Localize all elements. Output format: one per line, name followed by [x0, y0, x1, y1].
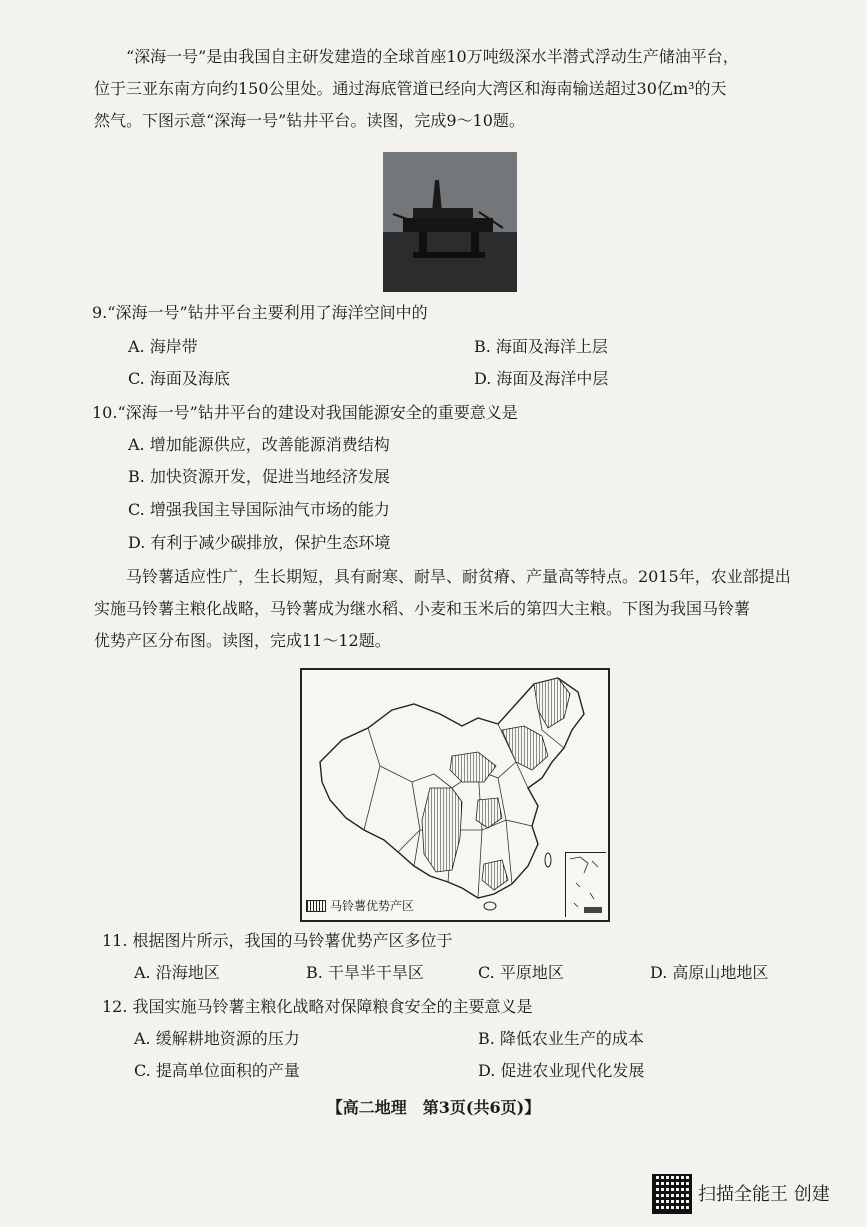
intro2-line2: 实施马铃薯主粮化战略，马铃薯成为继水稻、小麦和玉米后的第四大主粮。下图为我国马铃薯	[94, 599, 751, 618]
q11-option-b: B. 干旱半干旱区	[306, 963, 424, 982]
q12-option-c: C. 提高单位面积的产量	[134, 1061, 300, 1080]
qr-code-icon	[652, 1174, 692, 1214]
q12-option-d: D. 促进农业现代化发展	[478, 1061, 645, 1080]
intro1-line2: 位于三亚东南方向约150公里处。通过海底管道已经向大湾区和海南输送超过30亿m³的天	[94, 79, 727, 98]
q10-option-a: A. 增加能源供应，改善能源消费结构	[128, 435, 390, 454]
china-outline-map	[302, 670, 608, 920]
q11-option-c: C. 平原地区	[478, 963, 564, 982]
q12-option-a: A. 缓解耕地资源的压力	[134, 1029, 300, 1048]
intro1-line1: “深海一号”是由我国自主研发建造的全球首座10万吨级深水半潜式浮动生产储油平台，	[126, 47, 739, 66]
q10-option-d: D. 有利于减少碳排放，保护生态环境	[128, 533, 391, 552]
drilling-platform-photo	[383, 152, 517, 292]
q10-stem: 10.“深海一号”钻井平台的建设对我国能源安全的重要意义是	[92, 403, 518, 422]
intro2-line3: 优势产区分布图。读图，完成11～12题。	[94, 631, 391, 650]
scanner-watermark: 扫描全能王 创建	[698, 1184, 830, 1205]
q10-option-c: C. 增强我国主导国际油气市场的能力	[128, 500, 390, 519]
potato-region-map	[300, 668, 610, 922]
intro1-line3: 然气。下图示意“深海一号”钻井平台。读图，完成9～10题。	[94, 111, 525, 130]
legend-label: 马铃薯优势产区	[330, 899, 415, 913]
map-legend	[306, 898, 414, 914]
platform-illustration	[383, 152, 517, 292]
q11-stem: 11. 根据图片所示，我国的马铃薯优势产区多位于	[102, 931, 453, 950]
inset-map	[566, 853, 606, 917]
q11-option-d: D. 高原山地地区	[650, 963, 769, 982]
q9-option-b: B. 海面及海洋上层	[474, 337, 608, 356]
page-footer: 【高二地理 第3页(共6页)】	[326, 1098, 541, 1117]
q12-stem: 12. 我国实施马铃薯主粮化战略对保障粮食安全的主要意义是	[102, 997, 533, 1016]
south-china-sea-inset	[565, 852, 606, 917]
q9-option-d: D. 海面及海洋中层	[474, 369, 609, 388]
legend-hatch-swatch	[306, 900, 326, 912]
q9-option-c: C. 海面及海底	[128, 369, 230, 388]
q10-option-b: B. 加快资源开发，促进当地经济发展	[128, 467, 390, 486]
q9-stem: 9.“深海一号”钻井平台主要利用了海洋空间中的	[92, 303, 428, 322]
q11-option-a: A. 沿海地区	[134, 963, 220, 982]
q9-option-a: A. 海岸带	[128, 337, 198, 356]
q12-option-b: B. 降低农业生产的成本	[478, 1029, 644, 1048]
intro2-line1: 马铃薯适应性广，生长期短，具有耐寒、耐旱、耐贫瘠、产量高等特点。2015年，农业部提出	[126, 567, 791, 586]
